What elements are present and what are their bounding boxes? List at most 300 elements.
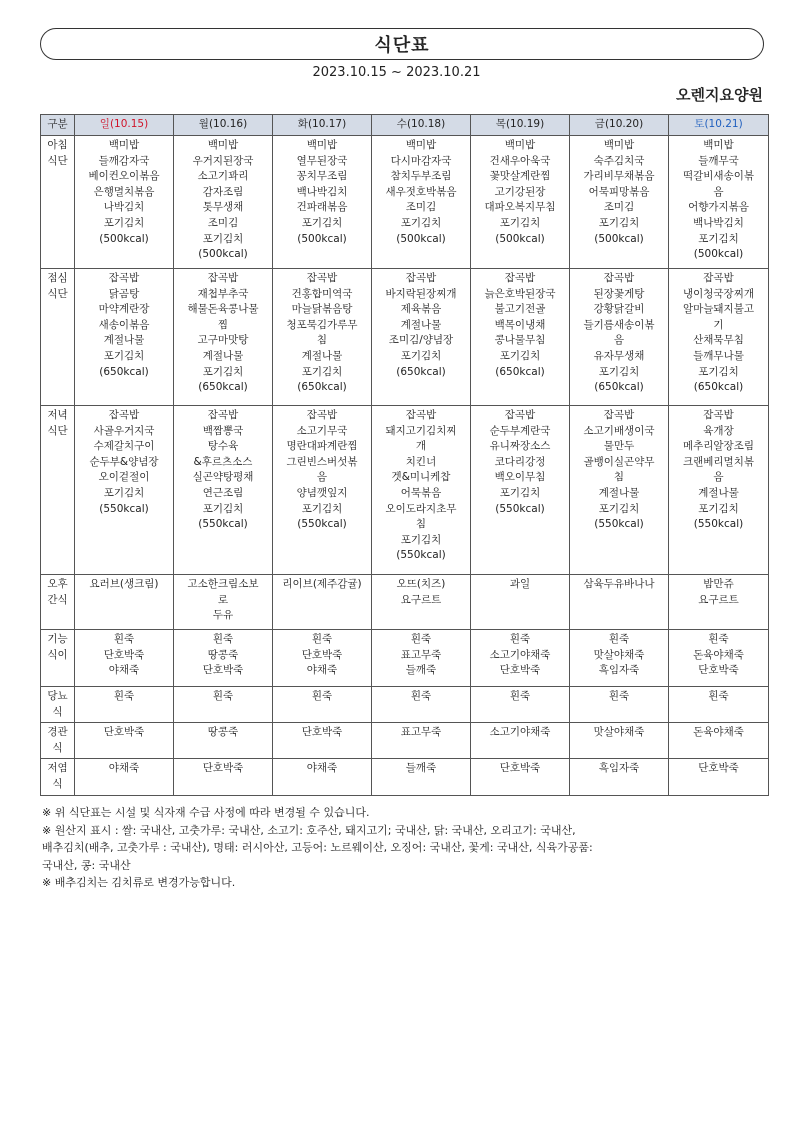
menu-item: 흰죽 <box>608 633 630 645</box>
menu-cell <box>570 723 669 759</box>
menu-item: 단호박죽 <box>202 762 244 775</box>
menu-item: 순두부&양념장 <box>89 455 159 468</box>
menu-item: (650kcal) <box>198 381 248 394</box>
menu-item: 백목이냉채 <box>494 318 546 331</box>
menu-item: 야채죽 <box>108 664 140 677</box>
menu-item: (500kcal) <box>693 248 744 261</box>
menu-item: 흰죽 <box>708 690 729 702</box>
menu-cell <box>570 269 669 406</box>
menu-item: 포기김치 <box>400 533 442 546</box>
menu-item: 백짬뽕국 <box>202 424 244 437</box>
menu-item: 들기름새송이볶 <box>583 318 655 331</box>
menu-item: 땅콩죽 <box>207 726 239 739</box>
table-row <box>41 630 769 687</box>
table-row <box>41 687 769 723</box>
menu-item: 맛살야채죽 <box>593 726 645 739</box>
menu-item: (500kcal) <box>297 232 347 245</box>
menu-item: 소고기야채죽 <box>489 648 551 661</box>
menu-item: 음 <box>713 185 724 198</box>
menu-item: 오이겉절이 <box>98 471 150 484</box>
menu-cell <box>174 723 273 759</box>
menu-item: 잡곡밥 <box>108 409 140 421</box>
menu-cell <box>273 269 372 406</box>
menu-item: 건새우아욱국 <box>489 154 551 167</box>
menu-item: 잡곡밥 <box>207 272 239 284</box>
menu-item: 계절나물 <box>400 318 442 331</box>
menu-item: 단호박죽 <box>103 726 145 739</box>
menu-item: 흰죽 <box>608 690 630 702</box>
menu-item: 바지락된장찌개 <box>385 287 457 300</box>
menu-item: 숙주김치국 <box>593 154 645 167</box>
menu-item: 참치두부조림 <box>390 170 452 183</box>
menu-cell <box>75 575 174 630</box>
menu-cell <box>174 759 273 795</box>
header-category: 구분 <box>41 115 75 136</box>
menu-item: 잡곡밥 <box>306 272 338 284</box>
menu-item: 명란대파계란찜 <box>286 440 358 453</box>
menu-item: (650kcal) <box>99 365 149 378</box>
row-header-line: 기능 <box>47 633 68 645</box>
row-header <box>41 575 75 630</box>
row-header-line: 식 <box>52 741 63 754</box>
menu-item: 해물돈육콩나물 <box>187 303 259 316</box>
row-header <box>41 269 75 406</box>
menu-item: (550kcal) <box>99 502 149 515</box>
table-row <box>41 269 769 406</box>
menu-item: 새우젓호박볶음 <box>385 185 457 198</box>
menu-cell <box>75 759 174 795</box>
menu-item: 크랜베리멸치볶 <box>682 455 754 468</box>
header-day: 금(10.20) <box>570 115 669 136</box>
menu-item: 양념깻잎지 <box>296 486 348 499</box>
menu-item: 로 <box>217 593 229 606</box>
menu-item: (650kcal) <box>594 381 644 394</box>
menu-cell <box>174 575 273 630</box>
header-day: 월(10.16) <box>174 115 273 136</box>
row-header-line: 식 <box>52 777 63 790</box>
menu-item: (650kcal) <box>297 381 347 394</box>
menu-item: 음 <box>713 471 724 484</box>
menu-item: 포기김치 <box>202 232 244 245</box>
menu-item: 흰죽 <box>410 633 432 645</box>
menu-item: (650kcal) <box>396 365 446 378</box>
menu-item: 리이브(제주감귤) <box>282 578 362 590</box>
menu-item: 단호박죽 <box>301 648 343 661</box>
menu-item: (550kcal) <box>396 549 446 562</box>
menu-cell <box>372 630 471 687</box>
menu-item: 잡곡밥 <box>306 409 338 421</box>
note-line: ※ 위 식단표는 시설 및 식자재 수급 사정에 따라 변경될 수 있습니다. <box>42 806 370 819</box>
menu-item: 흰죽 <box>212 690 234 702</box>
menu-cell <box>471 269 570 406</box>
menu-item: 흰죽 <box>113 690 135 702</box>
row-header-line: 아침 <box>47 139 68 151</box>
menu-item: 오이도라지초무 <box>385 502 457 515</box>
menu-item: 포기김치 <box>400 349 442 362</box>
menu-cell <box>75 269 174 406</box>
menu-item: 사골우거지국 <box>93 424 155 437</box>
menu-cell <box>471 575 570 630</box>
menu-item: 백나박김치 <box>296 185 348 198</box>
menu-item: 개 <box>415 440 427 453</box>
menu-item: 백미밥 <box>108 139 140 151</box>
menu-item: 우거지된장국 <box>192 154 254 167</box>
menu-item: 야채죽 <box>306 762 338 775</box>
menu-cell <box>669 269 769 406</box>
menu-item: 단호박죽 <box>301 726 343 739</box>
menu-item: 기 <box>713 318 724 331</box>
header-day: 목(10.19) <box>471 115 570 136</box>
menu-item: 치킨너 <box>405 455 437 468</box>
menu-item: 들깨죽 <box>405 762 437 775</box>
menu-item: 요구르트 <box>400 593 442 606</box>
menu-item: 대파오복지무침 <box>484 201 556 214</box>
menu-item: 계절나물 <box>598 486 640 499</box>
menu-item: 소고기야채죽 <box>489 726 551 739</box>
menu-cell <box>669 136 769 269</box>
row-header <box>41 136 75 269</box>
menu-item: 침 <box>415 518 427 531</box>
table-body <box>41 136 769 796</box>
menu-item: 어묵피망볶음 <box>588 185 650 198</box>
menu-item: 잡곡밥 <box>504 272 536 284</box>
menu-item: (650kcal) <box>495 365 545 378</box>
menu-item: 표고무죽 <box>400 726 442 739</box>
row-header-line: 식 <box>52 705 63 718</box>
menu-item: 표고무죽 <box>400 648 442 661</box>
menu-item: 흰죽 <box>311 690 333 702</box>
row-header-line: 식단 <box>47 154 68 167</box>
menu-item: 오뜨(치즈) <box>396 578 446 590</box>
menu-item: 두유 <box>212 609 234 622</box>
menu-item: 잡곡밥 <box>405 272 437 284</box>
menu-cell <box>372 575 471 630</box>
menu-item: 계절나물 <box>698 486 739 499</box>
row-header-line: 식단 <box>47 287 68 300</box>
menu-item: 흰죽 <box>113 633 135 645</box>
menu-item: 포기김치 <box>301 216 343 229</box>
menu-item: 포기김치 <box>499 486 541 499</box>
menu-item: 조미김 <box>405 201 437 214</box>
menu-item: 소고기배생이국 <box>583 424 655 437</box>
menu-item: 포기김치 <box>698 502 739 515</box>
menu-item: 건파래볶음 <box>296 201 348 214</box>
menu-item: 포기김치 <box>301 502 343 515</box>
menu-item: 밤만쥬 <box>703 578 734 590</box>
menu-cell <box>75 630 174 687</box>
menu-item: 코다리강정 <box>494 455 546 468</box>
menu-cell <box>75 136 174 269</box>
menu-item: 단호박죽 <box>499 762 541 775</box>
menu-item: 백미밥 <box>207 139 239 151</box>
row-header-line: 간식 <box>47 593 68 606</box>
table-row <box>41 759 769 795</box>
menu-item: 베이컨오이볶음 <box>88 170 160 183</box>
menu-item: 단호박죽 <box>499 664 541 677</box>
menu-item: 야채죽 <box>306 664 338 677</box>
menu-item: 마약계란장 <box>98 303 150 316</box>
menu-item: 겟&미니케찹 <box>391 471 451 484</box>
menu-item: 포기김치 <box>202 365 244 378</box>
menu-cell <box>174 687 273 723</box>
menu-cell <box>273 630 372 687</box>
menu-cell <box>570 136 669 269</box>
menu-item: 흑임자죽 <box>598 762 640 775</box>
menu-item: 꽁치무조림 <box>296 170 348 183</box>
row-header-line: 저염 <box>47 762 68 775</box>
menu-item: 과일 <box>509 578 531 590</box>
menu-item: 음 <box>613 334 625 347</box>
menu-item: 포기김치 <box>103 486 145 499</box>
table-row <box>41 575 769 630</box>
menu-item: 유자무생채 <box>593 349 645 362</box>
menu-item: 흰죽 <box>509 633 531 645</box>
row-header-line: 점심 <box>47 272 68 284</box>
menu-item: (500kcal) <box>198 248 248 261</box>
menu-cell <box>669 630 769 687</box>
menu-cell <box>75 723 174 759</box>
date-range: 2023.10.15 ~ 2023.10.21 <box>312 65 481 80</box>
menu-item: 늙은호박된장국 <box>484 287 556 300</box>
note-line: ※ 원산지 표시 : 쌀: 국내산, 고춧가루: 국내산, 소고기: 호주산, 돼지고기; 국내산, 닭: 국내산, 오리고기: 국내산, <box>42 823 576 837</box>
menu-item: 소고기무국 <box>296 424 348 437</box>
menu-item: 순두부계란국 <box>489 424 551 437</box>
menu-cell <box>372 269 471 406</box>
menu-item: 포기김치 <box>598 216 640 229</box>
menu-item: 야채죽 <box>108 762 140 775</box>
menu-item: 육개장 <box>703 424 734 437</box>
menu-cell <box>471 687 570 723</box>
menu-item: 흰죽 <box>708 633 729 645</box>
menu-item: 계절나물 <box>103 334 145 347</box>
menu-item: 잡곡밥 <box>108 272 140 284</box>
menu-item: 잡곡밥 <box>703 409 734 421</box>
menu-item: 백미밥 <box>603 139 635 151</box>
menu-item: 감자조림 <box>202 185 244 198</box>
menu-item: 가리비무채볶음 <box>583 170 655 183</box>
menu-item: 포기김치 <box>499 216 541 229</box>
menu-item: 소고기꽈리 <box>197 170 249 183</box>
menu-item: (550kcal) <box>495 502 545 515</box>
menu-item: 땅콩죽 <box>207 648 239 661</box>
menu-item: 들깨감자국 <box>98 154 150 167</box>
menu-item: 단호박죽 <box>698 762 739 775</box>
menu-item: 조미김 <box>603 201 635 214</box>
menu-item: 알마늘돼지불고 <box>682 303 754 316</box>
menu-cell <box>273 575 372 630</box>
menu-item: 어묵볶음 <box>400 486 442 499</box>
menu-item: 침 <box>316 334 328 347</box>
menu-item: 계절나물 <box>202 349 244 362</box>
menu-item: 은행멸치볶음 <box>93 185 155 198</box>
menu-item: 수제갈치구이 <box>93 440 155 453</box>
menu-item: 단호박죽 <box>202 664 244 677</box>
menu-item: 흰죽 <box>311 633 333 645</box>
menu-item: 백미밥 <box>405 139 437 151</box>
menu-item: 그린빈스버섯볶 <box>286 455 358 468</box>
menu-item: 요러브(생크림) <box>89 578 159 590</box>
menu-item: 톳무생채 <box>202 201 244 214</box>
page-title: 식단표 <box>374 35 430 56</box>
menu-cell <box>669 759 769 795</box>
menu-item: 고소한크림소보 <box>187 578 259 590</box>
table-row <box>41 723 769 759</box>
menu-cell <box>174 269 273 406</box>
menu-item: 탕수육 <box>207 440 239 453</box>
menu-item: 삼육두유바나나 <box>583 578 655 590</box>
menu-item: 잡곡밥 <box>207 409 239 421</box>
menu-item: 떡갈비새송이볶 <box>682 170 754 183</box>
menu-item: 백미밥 <box>504 139 536 151</box>
menu-item: 제육볶음 <box>400 303 442 316</box>
menu-item: 재첩부추국 <box>197 287 249 300</box>
menu-item: 백오이무침 <box>494 471 546 484</box>
menu-item: 흰죽 <box>509 690 531 702</box>
menu-cell <box>570 575 669 630</box>
menu-item: 잡곡밥 <box>703 272 734 284</box>
menu-cell <box>273 759 372 795</box>
menu-item: 돈육야채죽 <box>693 726 744 739</box>
menu-cell <box>471 723 570 759</box>
menu-item: 냉이청국장찌개 <box>682 287 754 300</box>
menu-item: (550kcal) <box>693 518 744 531</box>
table-row <box>41 136 769 269</box>
note-line: 국내산, 콩: 국내산 <box>42 858 131 872</box>
menu-cell <box>372 723 471 759</box>
menu-cell <box>570 759 669 795</box>
menu-item: 산채묵무침 <box>693 334 744 347</box>
menu-item: &후르츠소스 <box>193 455 253 468</box>
menu-item: 포기김치 <box>698 232 739 245</box>
menu-item: 포기김치 <box>103 216 145 229</box>
menu-cell <box>174 136 273 269</box>
meal-table <box>40 114 769 796</box>
menu-cell <box>669 406 769 575</box>
menu-item: 찜 <box>217 318 229 331</box>
menu-item: (650kcal) <box>693 381 744 394</box>
menu-cell <box>75 406 174 575</box>
menu-item: 포기김치 <box>598 365 640 378</box>
menu-item: 백미밥 <box>306 139 338 151</box>
menu-item: 흑임자죽 <box>598 664 640 677</box>
menu-item: 물만두 <box>603 440 635 453</box>
menu-item: (500kcal) <box>495 232 545 245</box>
table-row <box>41 406 769 575</box>
menu-item: 포기김치 <box>103 349 145 362</box>
row-header-line: 저녁 <box>47 409 68 421</box>
menu-item: 메추리알장조림 <box>682 440 754 453</box>
menu-cell <box>174 406 273 575</box>
menu-item: (550kcal) <box>297 518 347 531</box>
menu-item: 열무된장국 <box>296 154 348 167</box>
menu-item: 포기김치 <box>499 349 541 362</box>
menu-item: 돼지고기김치찌 <box>385 424 457 437</box>
menu-item: 잡곡밥 <box>603 409 635 421</box>
menu-item: 마늘닭볶음탕 <box>291 303 353 316</box>
menu-item: 건홍합미역국 <box>291 287 353 300</box>
menu-cell <box>273 687 372 723</box>
menu-cell <box>372 406 471 575</box>
row-header <box>41 759 75 795</box>
menu-cell <box>273 723 372 759</box>
menu-item: 꽃맛살계란찜 <box>489 170 551 183</box>
menu-item: 어향가지볶음 <box>688 201 749 214</box>
menu-item: 새송이볶음 <box>98 318 150 331</box>
menu-item: 맛살야채죽 <box>593 648 645 661</box>
menu-item: (500kcal) <box>594 232 644 245</box>
organization-name: 오렌지요양원 <box>676 86 763 104</box>
menu-item: 포기김치 <box>698 365 739 378</box>
menu-cell <box>669 723 769 759</box>
note-line: ※ 배추김치는 김치류로 변경가능합니다. <box>42 876 236 889</box>
menu-item: 잡곡밥 <box>405 409 437 421</box>
row-header <box>41 687 75 723</box>
row-header <box>41 630 75 687</box>
menu-cell <box>372 759 471 795</box>
menu-item: 연근조림 <box>202 486 244 499</box>
footnotes <box>42 804 772 892</box>
note-line: 배추김치(배추, 고춧가루 : 국내산), 명태: 러시아산, 고등어: 노르웨이산, 오징어: 국내산, 꽃게: 국내산, 식육가공품: <box>42 841 593 854</box>
menu-item: 요구르트 <box>698 593 739 606</box>
menu-item: 조미김/양념장 <box>388 334 454 347</box>
menu-item: 불고기전골 <box>494 303 546 316</box>
menu-cell <box>273 406 372 575</box>
menu-item: (550kcal) <box>198 518 248 531</box>
menu-item: (550kcal) <box>594 518 644 531</box>
menu-item: 잡곡밥 <box>504 409 536 421</box>
menu-cell <box>471 630 570 687</box>
menu-item: 실곤약탕평채 <box>192 471 254 484</box>
menu-item: 된장꽃게탕 <box>593 287 645 300</box>
row-header-line: 식단 <box>47 424 68 437</box>
menu-item: 들깨무나물 <box>693 349 744 362</box>
menu-item: 다시마감자국 <box>390 154 452 167</box>
menu-item: 콩나물무침 <box>494 334 546 347</box>
menu-item: 단호박죽 <box>698 664 739 677</box>
menu-item: 유니짜장소스 <box>489 440 551 453</box>
menu-cell <box>471 136 570 269</box>
row-header-line: 식이 <box>47 648 68 661</box>
menu-item: 들깨죽 <box>405 664 437 677</box>
menu-item: 백나박김치 <box>693 216 744 229</box>
table-header-row <box>41 115 769 136</box>
menu-cell <box>471 406 570 575</box>
menu-item: 포기김치 <box>598 502 640 515</box>
row-header <box>41 723 75 759</box>
row-header-line: 경관 <box>47 726 68 739</box>
menu-item: 계절나물 <box>301 349 343 362</box>
menu-item: 들깨무국 <box>698 154 739 167</box>
menu-cell <box>570 630 669 687</box>
title-box <box>40 28 764 60</box>
menu-item: 청포묵김가루무 <box>286 318 358 331</box>
header-day: 일(10.15) <box>75 115 174 136</box>
menu-cell <box>174 630 273 687</box>
menu-cell <box>75 687 174 723</box>
menu-cell <box>372 687 471 723</box>
menu-item: 포기김치 <box>202 502 244 515</box>
menu-item: (500kcal) <box>396 232 446 245</box>
menu-item: 단호박죽 <box>103 648 145 661</box>
menu-cell <box>372 136 471 269</box>
menu-item: 나박김치 <box>103 201 145 214</box>
menu-item: 포기김치 <box>301 365 343 378</box>
menu-item: 포기김치 <box>400 216 442 229</box>
menu-item: 잡곡밥 <box>603 272 635 284</box>
menu-item: 조미김 <box>207 216 239 229</box>
header-day: 토(10.21) <box>669 115 769 136</box>
row-header <box>41 406 75 575</box>
